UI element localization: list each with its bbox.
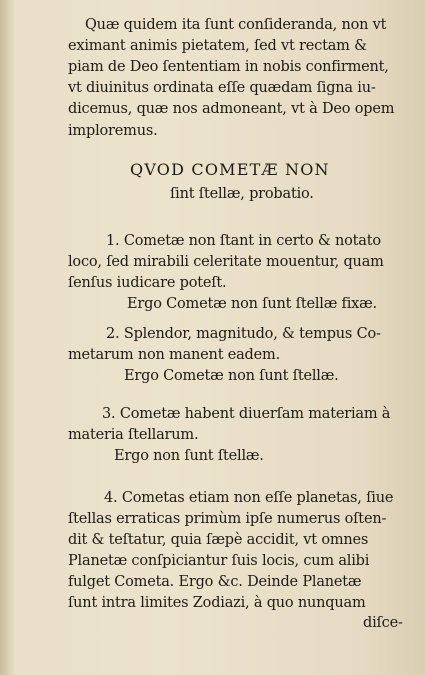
text-line: ſtellas erraticas primùm ipſe numerus oſten- [68,511,387,527]
text-line: Quæ quidem ita ſunt conſideranda, non vt [85,17,387,33]
conclusion-line: Ergo Cometæ non ſunt ſtellæ. [124,368,339,384]
text-line: loco, ſed mirabili celeritate mouentur, quam [68,254,384,270]
text-line: ſenſus iudicare poteſt. [68,275,227,291]
text-line: metarum non manent eadem. [68,347,280,363]
text-line: dit & teſtatur, quia ſæpè accidit, vt omnes [68,532,369,548]
text-line: eximant animis pietatem, ſed vt rectam & [68,38,367,54]
conclusion-line: Ergo non ſunt ſtellæ. [114,448,264,464]
text-line: piam de Deo ſententiam in nobis confirment, [68,59,389,75]
page-gutter [0,0,14,675]
text-line: materia ſtellarum. [68,427,199,443]
text-line: 1. Cometæ non ſtant in certo & notato [106,233,381,249]
section-heading: QVOD COMETÆ NON [130,160,330,179]
text-line: 3. Cometæ habent diuerſam materiam à [102,406,391,422]
text-line: 4. Cometas etiam non eſſe planetas, ſiue [104,490,394,506]
text-line: vt diuinitus ordinata eſſe quædam ſigna iu- [68,80,376,96]
text-line: 2. Splendor, magnitudo, & tempus Co- [106,326,381,342]
conclusion-line: Ergo Cometæ non ſunt ſtellæ fixæ. [127,296,377,312]
text-line: ſunt intra limites Zodiazi, à quo nunquam [68,595,366,611]
catchword: diſce- [363,615,403,631]
text-line: Planetæ conſpiciantur ſuis locis, cum alibi [68,553,370,569]
text-line: dicemus, quæ nos admoneant, vt à Deo opem [68,101,395,117]
text-line: fulget Cometa. Ergo &c. Deinde Planetæ [68,574,362,590]
text-line: imploremus. [68,123,158,139]
section-heading-subtitle: ſint ſtellæ, probatio. [170,186,314,202]
